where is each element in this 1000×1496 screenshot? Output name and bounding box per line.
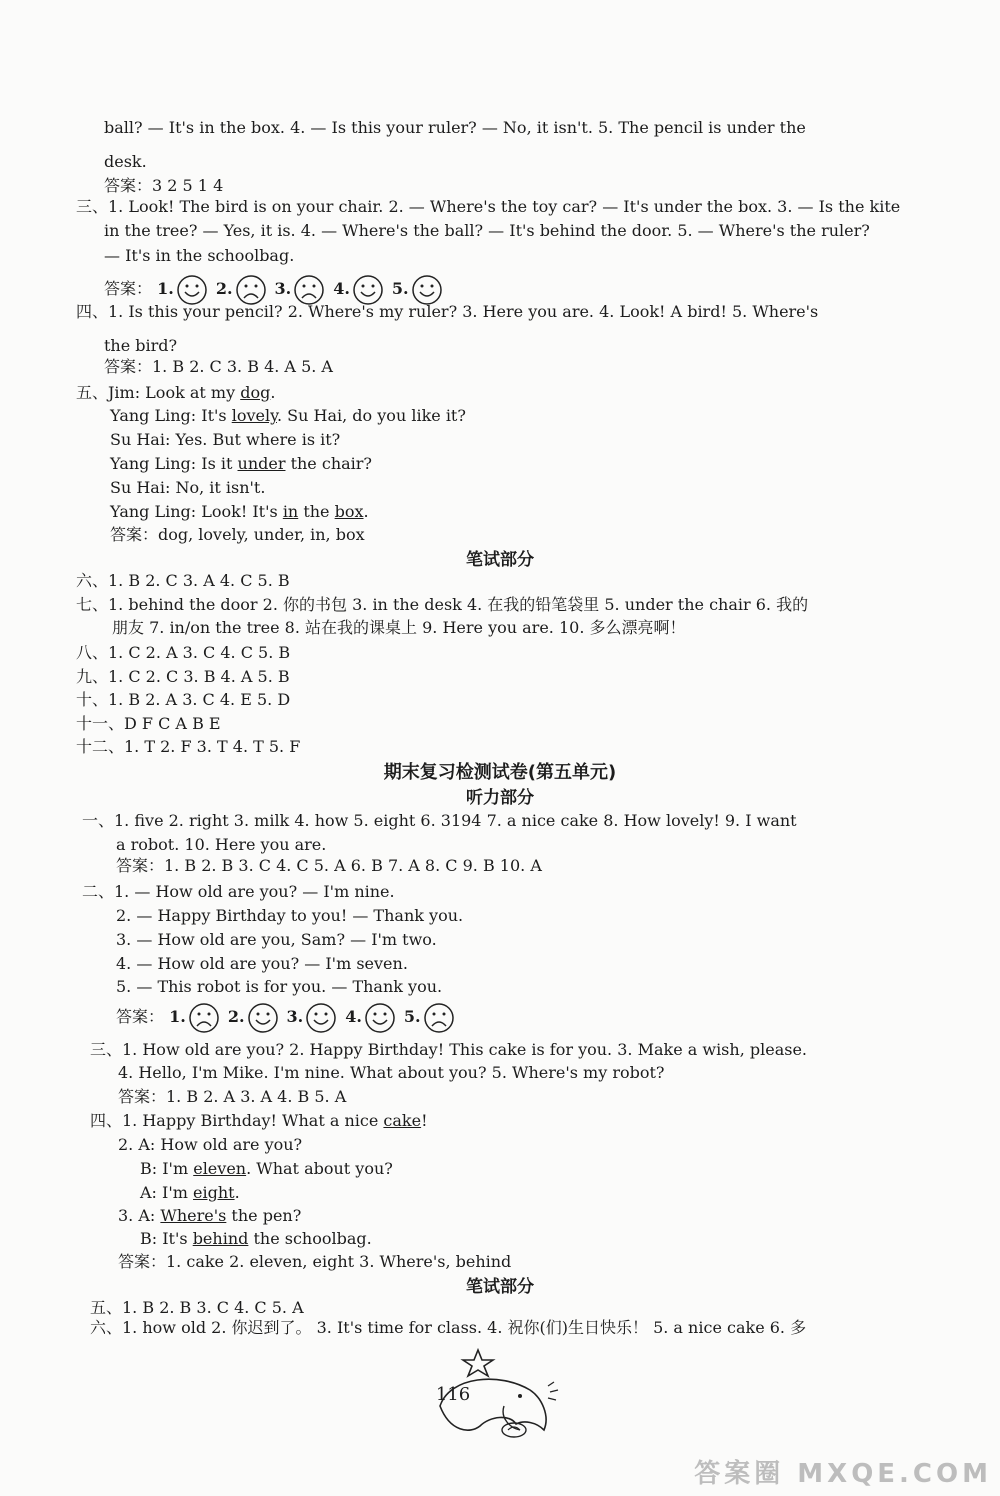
- text-line: A: I'm eight.: [140, 1183, 240, 1202]
- item-number: 1.: [169, 1007, 186, 1026]
- happy-face-icon: [364, 1002, 396, 1034]
- sad-face-icon: [235, 274, 267, 306]
- text-line: 5. — This robot is for you. — Thank you.: [116, 977, 443, 996]
- section-heading: 听力部分: [466, 788, 534, 808]
- item-number: 5.: [391, 279, 409, 298]
- section-heading: 笔试部分: [466, 1277, 534, 1297]
- answer-line: 十、1. B 2. A 3. C 4. E 5. D: [76, 690, 291, 709]
- dialogue-line: Su Hai: No, it isn't.: [110, 478, 266, 497]
- answer-line: 答案：1. B 2. C 3. B 4. A 5. A: [104, 357, 333, 376]
- text-line: 3. A: Where's the pen?: [118, 1206, 302, 1225]
- unit-title: 期末复习检测试卷(第五单元): [383, 762, 617, 783]
- answer-line: 五、1. B 2. B 3. C 4. C 5. A: [90, 1298, 304, 1317]
- answer-line: 答案：1. B 2. B 3. C 4. C 5. A 6. B 7. A 8. C 9. B 10. A: [116, 856, 542, 875]
- watermark: 答案圈 MXQE.COM: [694, 1459, 992, 1489]
- section-1-line: 一、1. five 2. right 3. milk 4. how 5. eight 6. 3194 7. a nice cake 8. How lovely! 9. I want: [82, 811, 797, 830]
- dialogue-line: Yang Ling: It's lovely. Su Hai, do you like it?: [110, 406, 466, 425]
- item-number: 5.: [403, 1007, 421, 1026]
- text-line: 3. — How old are you, Sam? — I'm two.: [116, 930, 437, 949]
- happy-face-icon: [176, 274, 208, 306]
- text-line: 六、1. how old 2. 你迟到了。 3. It's time for class. 4. 祝你(们)生日快乐！ 5. a nice cake 6. 多: [90, 1318, 807, 1337]
- dialogue-line: Yang Ling: Is it under the chair?: [110, 454, 373, 473]
- dialogue-line: 五、Jim: Look at my dog.: [76, 383, 276, 402]
- text-line: 4. Hello, I'm Mike. I'm nine. What about you? 5. Where's my robot?: [118, 1063, 665, 1082]
- sad-face-icon: [293, 274, 325, 306]
- happy-face-icon: [352, 274, 384, 306]
- text-line: desk.: [104, 152, 147, 171]
- item-number: 2.: [215, 279, 233, 298]
- text-line: in the tree? — Yes, it is. 4. — Where's the ball? — It's behind the door. 5. — Where's the ruler?: [104, 221, 870, 240]
- item-number: 2.: [227, 1007, 245, 1026]
- item-number: 4.: [333, 279, 350, 298]
- section-3-line: 三、1. Look! The bird is on your chair. 2. — Where's the toy car? — It's under the box. 3. — Is the kite: [76, 197, 901, 216]
- dialogue-line: Yang Ling: Look! It's in the box.: [110, 502, 369, 521]
- answer-line: 答案：dog, lovely, under, in, box: [110, 525, 365, 544]
- section-7-line: 七、1. behind the door 2. 你的书包 3. in the desk 4. 在我的铅笔袋里 5. under the chair 6. 我的: [76, 595, 809, 614]
- section-2-line: 二、1. — How old are you? — I'm nine.: [82, 882, 395, 901]
- text-line: B: I'm eleven. What about you?: [140, 1159, 393, 1178]
- text-line: the bird?: [104, 336, 178, 355]
- dialogue-line: Su Hai: Yes. But where is it?: [110, 430, 341, 449]
- answer-line: 答案：1. cake 2. eleven, eight 3. Where's, behind: [118, 1252, 512, 1271]
- answer-line: 十二、1. T 2. F 3. T 4. T 5. F: [76, 737, 301, 756]
- answer-line: 答案：1. B 2. A 3. A 4. B 5. A: [118, 1087, 347, 1106]
- text-line: 4. — How old are you? — I'm seven.: [116, 954, 408, 973]
- text-line: — It's in the schoolbag.: [104, 246, 295, 265]
- answer-label: 答案：: [116, 1007, 165, 1026]
- answer-line: 六、1. B 2. C 3. A 4. C 5. B: [76, 571, 290, 590]
- text-line: 2. A: How old are you?: [118, 1135, 303, 1154]
- sad-face-icon: [188, 1002, 220, 1034]
- item-number: 3.: [286, 1007, 304, 1026]
- section-4-line: 四、1. Happy Birthday! What a nice cake!: [90, 1111, 428, 1130]
- sad-face-icon: [423, 1002, 455, 1034]
- happy-face-icon: [411, 274, 443, 306]
- item-number: 4.: [345, 1007, 362, 1026]
- happy-face-icon: [247, 1002, 279, 1034]
- answer-label: 答案：: [104, 279, 153, 298]
- answer-line: 九、1. C 2. C 3. B 4. A 5. B: [76, 667, 290, 686]
- answer-line: 十一、D F C A B E: [76, 714, 221, 733]
- section-4-line: 四、1. Is this your pencil? 2. Where's my ruler? 3. Here you are. 4. Look! A bird! 5. Where's: [76, 302, 819, 321]
- happy-face-icon: [305, 1002, 337, 1034]
- text-line: B: It's behind the schoolbag.: [140, 1229, 372, 1248]
- text-line: a robot. 10. Here you are.: [116, 835, 327, 854]
- section-heading: 笔试部分: [466, 550, 534, 570]
- text-line: 朋友 7. in/on the tree 8. 站在我的课桌上 9. Here you are. 10. 多么漂亮啊！: [112, 618, 686, 637]
- section-3-line: 三、1. How old are you? 2. Happy Birthday! This cake is for you. 3. Make a wish, please.: [90, 1040, 808, 1059]
- item-number: 1.: [157, 279, 174, 298]
- page-number: 116: [435, 1384, 471, 1405]
- answer-line: 八、1. C 2. A 3. C 4. C 5. B: [76, 643, 291, 662]
- text-line: 2. — Happy Birthday to you! — Thank you.: [116, 906, 464, 925]
- face-answer-line: [116, 1000, 463, 1034]
- text-line: ball? — It's in the box. 4. — Is this your ruler? — No, it isn't. 5. The pencil is under the: [104, 118, 806, 137]
- item-number: 3.: [274, 279, 292, 298]
- answer-line: 答案：3 2 5 1 4: [104, 176, 224, 195]
- face-answer-line: [104, 272, 451, 306]
